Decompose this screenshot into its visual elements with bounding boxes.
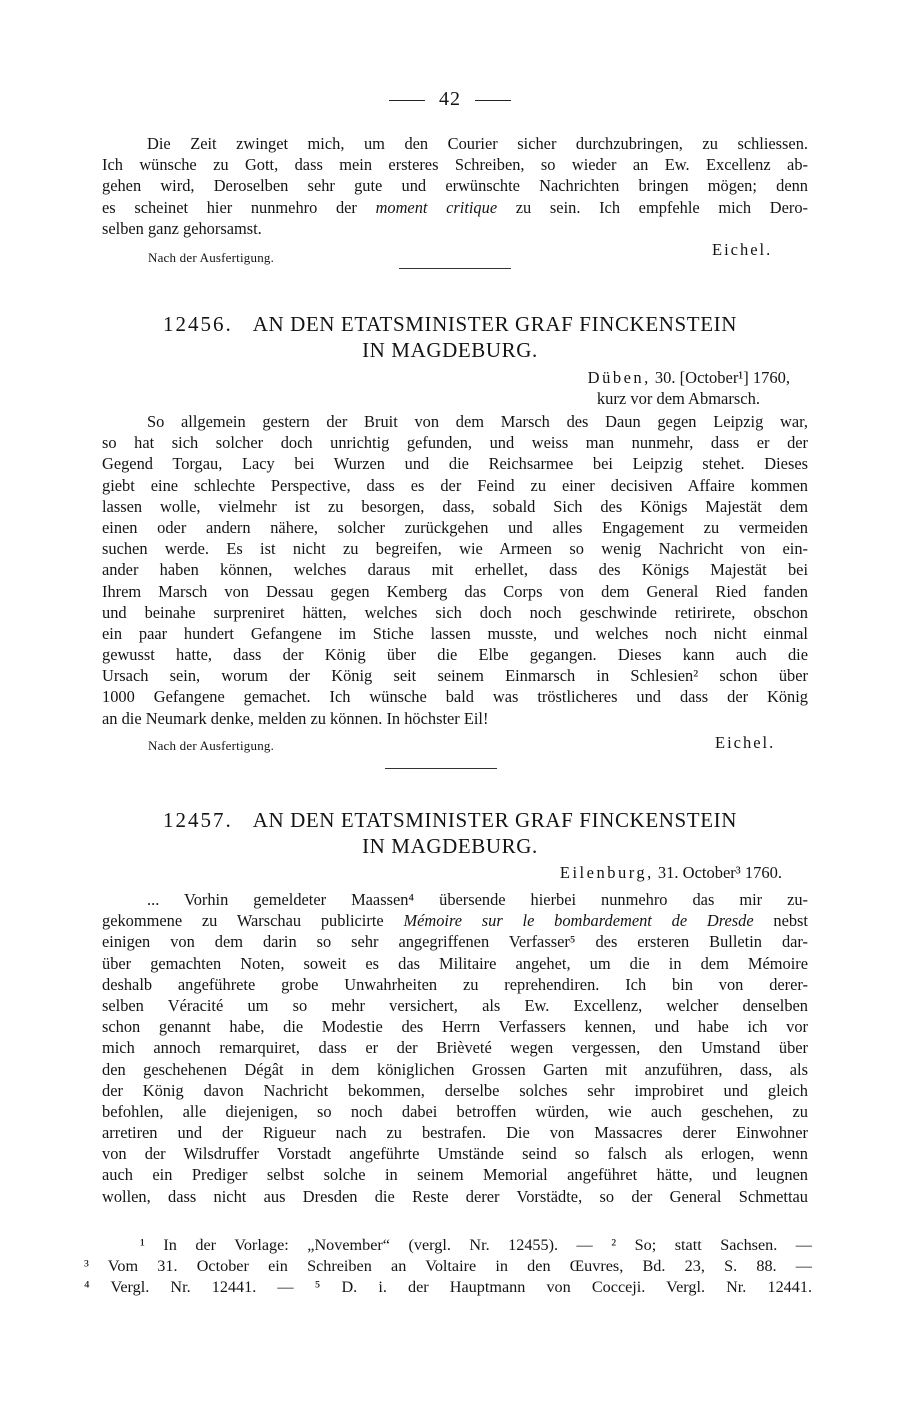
intro-line-italic: es scheinet hier nunmehro der moment critique zu sein. Ich empfehle mich Dero- [102, 197, 808, 217]
body-line: über gemachten Noten, soweit es das Militaire angehet, um die in dem Mémoire [102, 953, 808, 973]
body-line: selben Véracité um so mehr versichert, als Ew. Excellenz, welcher denselben [102, 995, 808, 1015]
footnote-line: ³ Vom 31. October ein Schreiben an Voltaire in den Œuvres, Bd. 23, S. 88. — [84, 1257, 812, 1276]
intro-source-note: Nach der Ausfertigung. [148, 250, 275, 265]
body-line: lassen wolle, vielmehr ist zu besorgen, dass, sobald Sich des Königs Majestät dem [102, 496, 808, 516]
intro-signature: Eichel. [712, 240, 773, 259]
footnote-line: ¹ In der Vorlage: „November“ (vergl. Nr. 12455). — ² So; statt Sachsen. — [140, 1236, 812, 1254]
body-line: suchen werde. Es ist nicht zu begreifen, wie Armeen so wenig Nachricht von ein- [102, 539, 808, 559]
letter-recipient-place: IN MAGDEBURG. [362, 834, 538, 858]
body-line: befohlen, alle diejenigen, so noch dabei betroffen würden, wie auch geschehen, zu [102, 1101, 808, 1121]
letter-signature-12456: Eichel. [715, 733, 776, 752]
body-line: gewusst hatte, dass der König über die Elbe gegangen. Dieses kann auch die [102, 645, 808, 665]
body-line: gekommene zu Warschau publicirte Mémoire sur le bombardement de Dresde nebst [102, 911, 808, 931]
body-line: 1000 Gefangene gemachet. Ich wünsche bald was tröstlicheres und dass der König [102, 687, 808, 707]
italic-phrase: moment critique [375, 197, 498, 217]
body-line: an die Neumark denke, melden zu können. In höchster Eil! [102, 708, 489, 728]
body-line: mich annoch remarquiret, dass er der Brièveté wegen vergessen, den Umstand über [102, 1038, 808, 1058]
body-line: ein paar hundert Gefangene im Stiche lassen musste, und welches noch nicht einmal [102, 623, 808, 643]
body-line: Gegend Torgau, Lacy bei Wurzen und die Reichsarmee bei Leipzig stehet. Dieses [102, 454, 808, 474]
body-line: ... Vorhin gemeldeter Maassen⁴ übersende hierbei nunmehro das mir zu- [147, 890, 808, 909]
letter-recipient: AN DEN ETATSMINISTER GRAF FINCKENSTEIN [252, 312, 738, 336]
body-line: der König davon Nachricht bekommen, derselbe solches sehr improbiret und gleich [102, 1080, 808, 1100]
body-line: wollen, dass nicht aus Dresden die Reste derer Vorstädte, so der General Schmettau [102, 1186, 808, 1206]
letter-body-12457 [102, 889, 808, 1207]
letter-place: Düben, [587, 368, 651, 387]
page-number-dash-right [475, 100, 511, 101]
page-number: 42 [0, 88, 900, 111]
body-line: Ihrem Marsch von Dessau gegen Kemberg das Corps von dem General Ried fanden [102, 581, 808, 601]
footnotes [84, 1235, 812, 1299]
letter-place: Eilenburg, [559, 863, 654, 882]
letter-dateline-12456 [588, 367, 790, 409]
body-line: den geschehenen Dégât in dem königlichen Grossen Garten mit anzuführen, dass, als [102, 1059, 808, 1079]
letter-heading-12456 [0, 311, 900, 363]
letter-date: 31. October³ 1760. [657, 863, 782, 882]
page-number-dash-left [389, 100, 425, 101]
intro-paragraph [102, 133, 808, 239]
letter-recipient-place: IN MAGDEBURG. [362, 338, 538, 362]
italic-phrase: Mémoire sur le bombardement de Dresde [403, 911, 754, 931]
body-line: einen oder andern nähere, solcher zurückgehen und alles Engagement zu vermeiden [102, 517, 808, 537]
letter-recipient: AN DEN ETATSMINISTER GRAF FINCKENSTEIN [252, 808, 738, 832]
section-divider [399, 268, 511, 269]
body-line: deshalb angeführete grobe Unwahrheiten zu reprehendiren. Ich bin von derer- [102, 974, 808, 994]
body-line: auch ein Prediger selbst solche in seinem Memorial angeführet hätte, und leugnen [102, 1165, 808, 1185]
intro-line: selben ganz gehorsamst. [102, 218, 262, 238]
body-line: giebt eine schlechte Perspective, dass es der Feind zu einer decisiven Affaire kommen [102, 475, 808, 495]
footnote-line: ⁴ Vergl. Nr. 12441. — ⁵ D. i. der Hauptmann von Cocceji. Vergl. Nr. 12441. [84, 1278, 812, 1297]
body-line: Ursach sein, worum der König seit seinem Einmarsch in Schlesien² schon über [102, 666, 808, 686]
letter-dateline-12457 [560, 862, 782, 883]
body-line: und beinahe surpreniret hätten, welches sich doch noch geschwinde retirirete, obschon [102, 602, 808, 622]
intro-line: Ich wünsche zu Gott, dass mein ersteres Schreiben, so wieder an Ew. Excellenz ab- [102, 155, 808, 175]
letter-number: 12457. [162, 808, 233, 832]
letter-source-note-12456: Nach der Ausfertigung. [148, 738, 275, 753]
letter-heading-12457 [0, 807, 900, 859]
body-line: so hat sich solcher doch unrichtig gefunden, und weiss man nunmehr, dass er der [102, 433, 808, 453]
body-line: einigen von dem darin so sehr angegriffenen Verfasser⁵ des ersteren Bulletin dar- [102, 932, 808, 952]
body-line: ander haben können, welches daraus mit erhellet, dass des Königs Majestät bei [102, 560, 808, 580]
letter-date-note: kurz vor dem Abmarsch. [596, 389, 760, 408]
intro-line: Die Zeit zwinget mich, um den Courier sicher durchzubringen, zu schliessen. [147, 134, 808, 153]
letter-body-12456 [102, 411, 808, 729]
section-divider [385, 768, 497, 769]
body-line: von der Wilsdruffer Vorstadt angeführte Umstände seind so falsch als erlogen, wenn [102, 1144, 808, 1164]
letter-number: 12456. [162, 312, 233, 336]
body-line: arretiren und der Rigueur nach zu bestrafen. Die von Massacres derer Einwohner [102, 1123, 808, 1143]
body-line: So allgemein gestern der Bruit von dem Marsch des Daun gegen Leipzig war, [147, 412, 808, 431]
letter-date: 30. [October¹] 1760, [654, 368, 790, 387]
body-line: schon genannt habe, die Modestie des Herrn Verfassers kennen, und habe ich vor [102, 1017, 808, 1037]
intro-line: gehen wird, Deroselben sehr gute und erwünschte Nachrichten bringen mögen; denn [102, 176, 808, 196]
